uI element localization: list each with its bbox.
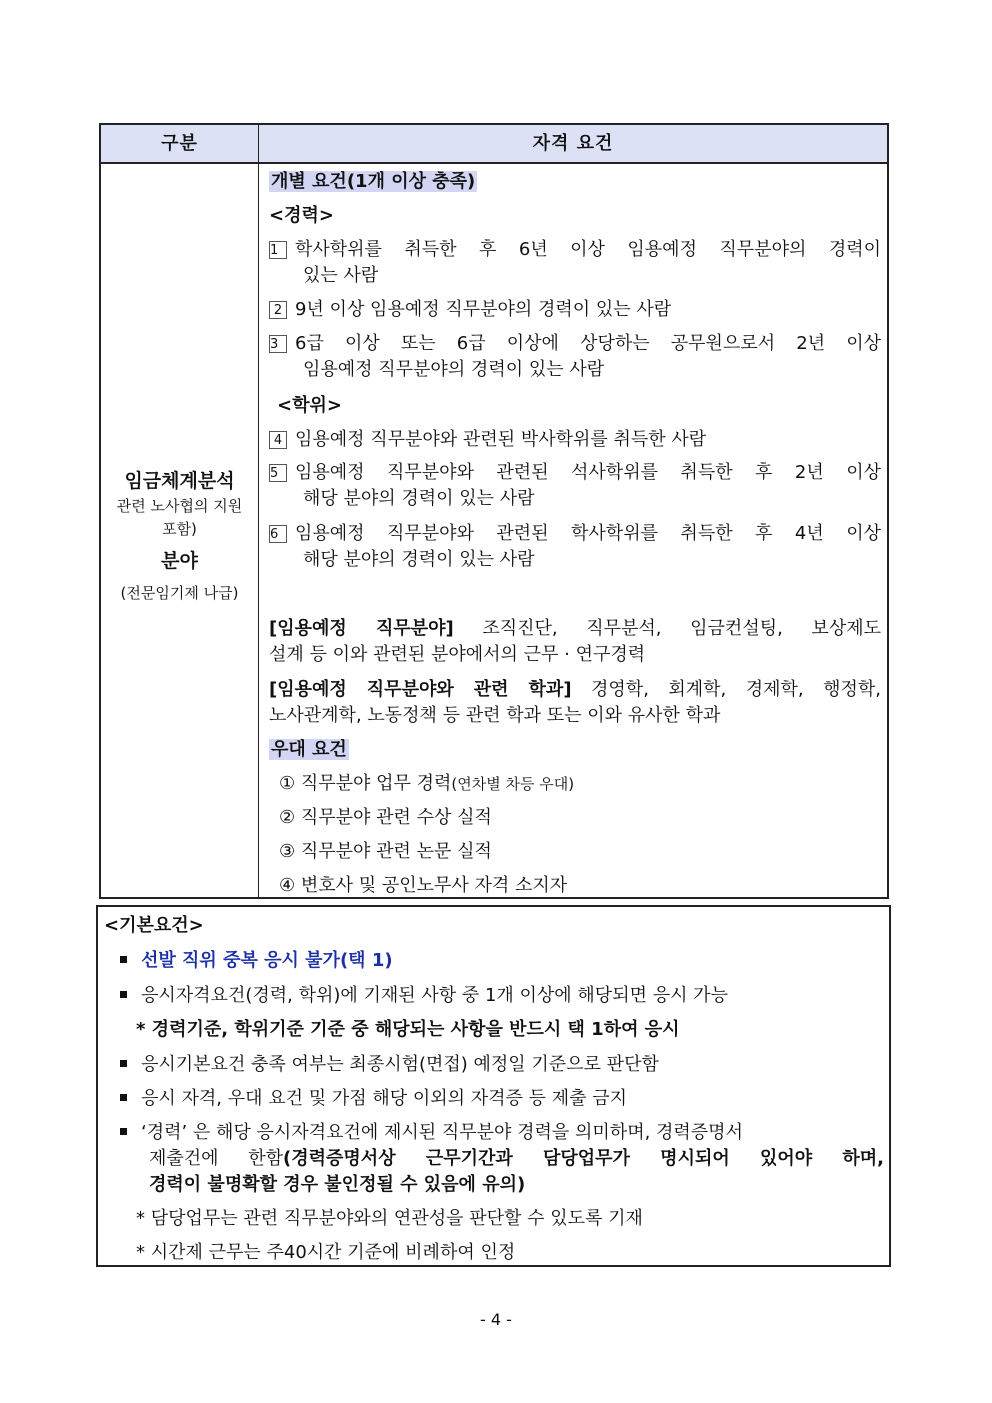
bullet-item-cont: 제출건에 한함(경력증명서상 근무기간과 담당업무가 명시되어 있어야 하며,: [149, 1148, 884, 1169]
bullet-square-icon: [120, 956, 127, 963]
bullet-item: 선발 직위 중복 응시 불가(택 1): [120, 948, 393, 974]
pref-item: ② 직무분야 관련 수상 실적: [279, 807, 492, 828]
pref-item: ① 직무분야 업무 경력(연차별 차등 우대): [279, 773, 575, 794]
pref-item: ④ 변호사 및 공인노무사 자격 소지자: [279, 875, 568, 896]
bullet-square-icon: [120, 991, 127, 998]
category-note-2: 포함): [162, 520, 197, 538]
dept-definition: [임용예정 직무분야와 관련 학과] 경영학, 회계학, 경제학, 행정학,: [269, 679, 881, 700]
career-heading: <경력>: [269, 205, 334, 226]
bullet-square-icon: [120, 1128, 127, 1135]
category-cell: [101, 164, 258, 897]
category-field: 분야: [161, 550, 198, 572]
header-requirements: 자격 요건: [532, 133, 614, 154]
bullet-item: 응시 자격, 우대 요건 및 가점 해당 이외의 자격증 등 제출 금지: [120, 1086, 627, 1112]
field-definition: [임용예정 직무분야] 조직진단, 직무분석, 임금컨설팅, 보상제도: [269, 618, 881, 639]
bullet-note: * 경력기준, 학위기준 기준 중 해당되는 사항을 반드시 택 1하여 응시: [136, 1019, 680, 1040]
bullet-note: * 담당업무는 관련 직무분야와의 연관성을 판단할 수 있도록 기재: [136, 1208, 643, 1229]
bullet-note: * 시간제 근무는 주40시간 기준에 비례하여 인정: [136, 1242, 516, 1263]
table-header: [101, 125, 887, 164]
page-number: - 4 -: [480, 1310, 512, 1329]
field-definition-cont: 설계 등 이와 관련된 분야에서의 근무 · 연구경력: [269, 644, 646, 665]
list-item: 4 임용예정 직무분야와 관련된 박사학위를 취득한 사람: [269, 427, 881, 453]
pref-item: ③ 직무분야 관련 논문 실적: [279, 841, 492, 862]
bullet-item-cont: 경력이 불명확할 경우 불인정될 수 있음에 유의): [149, 1174, 526, 1195]
bullet-square-icon: [120, 1094, 127, 1101]
list-item-cont: 있는 사람: [303, 265, 379, 286]
bullet-square-icon: [120, 1060, 127, 1067]
category-grade: (전문임기제 나급): [120, 584, 239, 602]
list-item: 2 9년 이상 임용예정 직무분야의 경력이 있는 사람: [269, 297, 881, 323]
list-item: 3 6급 이상 또는 6급 이상에 상당하는 공무원으로서 2년 이상: [270, 333, 881, 354]
bullet-item: 응시자격요건(경력, 학위)에 기재된 사항 중 1개 이상에 해당되면 응시 가능: [120, 983, 728, 1009]
basic-requirements-box: [96, 905, 891, 1267]
list-item-cont: 해당 분야의 경력이 있는 사람: [303, 549, 535, 570]
dept-definition-cont: 노사관계학, 노동정책 등 관련 학과 또는 이와 유사한 학과: [269, 705, 721, 726]
list-item: 6 임용예정 직무분야와 관련된 학사학위를 취득한 후 4년 이상: [270, 523, 881, 544]
category-title: 임금체계분석: [124, 470, 235, 492]
qualification-table: [99, 123, 889, 899]
bullet-item: 응시기본요건 충족 여부는 최종시험(면접) 예정일 기준으로 판단함: [120, 1052, 659, 1078]
category-note: 관련 노사협의 지원: [116, 497, 243, 515]
bullet-item: ‘경력’ 은 해당 응시자격요건에 제시된 직무분야 경력을 의미하며, 경력증명서: [120, 1120, 882, 1146]
list-item: 5 임용예정 직무분야와 관련된 석사학위를 취득한 후 2년 이상: [270, 462, 881, 483]
degree-heading: <학위>: [277, 395, 342, 416]
header-category: 구분: [161, 133, 198, 154]
list-item-cont: 임용예정 직무분야의 경력이 있는 사람: [303, 359, 605, 380]
list-item-cont: 해당 분야의 경력이 있는 사람: [303, 488, 535, 509]
list-item: 1 학사학위를 취득한 후 6년 이상 임용예정 직무분야의 경력이: [270, 239, 881, 260]
individual-heading: 개별 요건(1개 이상 충족): [271, 171, 476, 192]
column-divider: [258, 125, 259, 897]
preference-heading: 우대 요건: [271, 739, 347, 760]
basic-heading: <기본요건>: [104, 915, 204, 936]
